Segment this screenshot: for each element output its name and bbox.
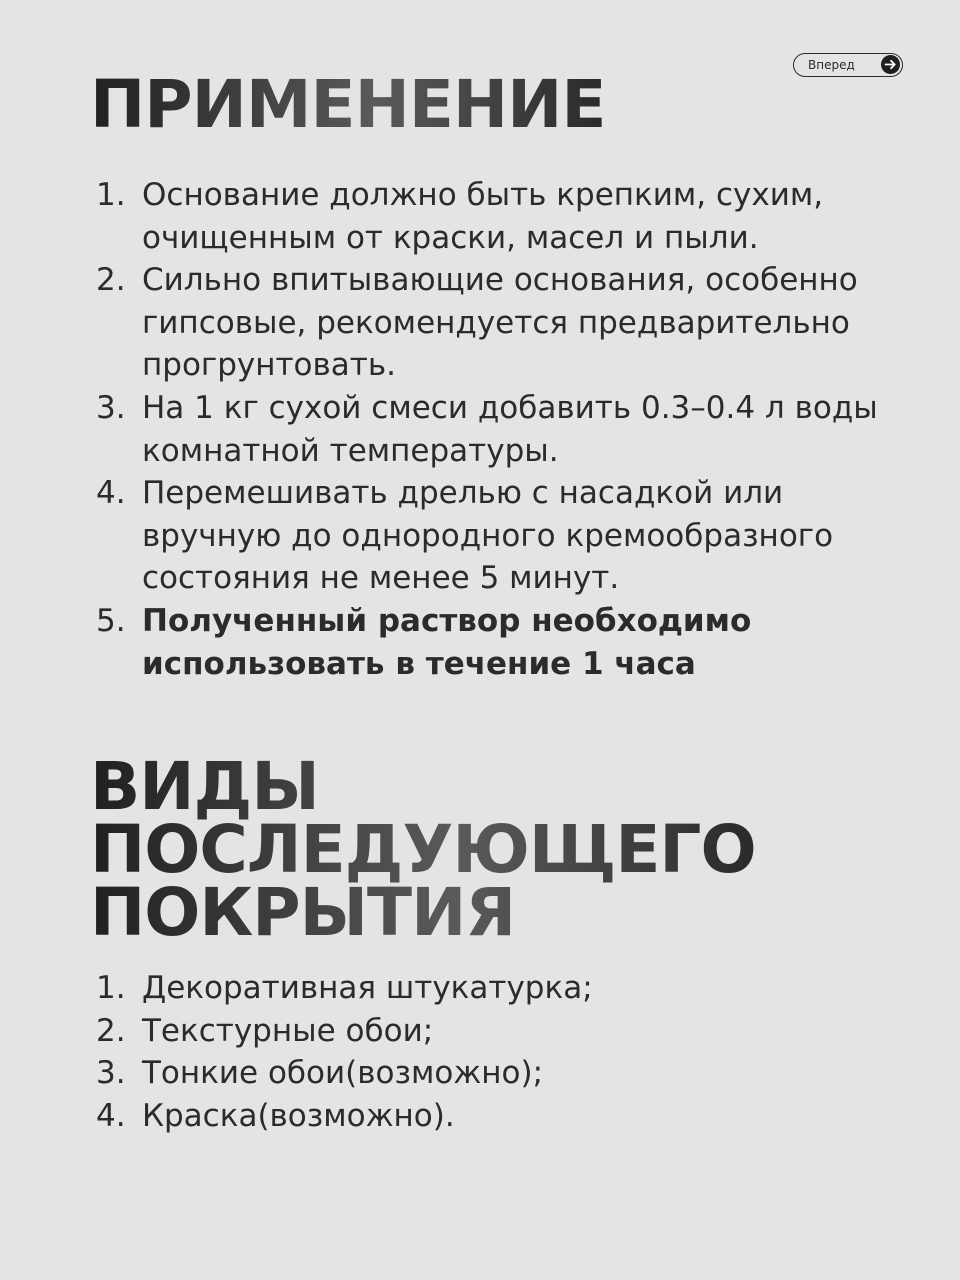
list-item-number: 2. — [96, 1012, 126, 1049]
list-item — [96, 1010, 896, 1053]
list-item-text: Декоративная штукатурка; — [142, 970, 593, 1006]
list-item-number: 2. — [96, 262, 126, 299]
forward-button-label: Вперед — [808, 58, 855, 72]
list-item-number: 4. — [96, 475, 126, 512]
section-title-line: ПОСЛЕДУЮЩЕГО — [90, 811, 756, 888]
list-item-number: 3. — [96, 389, 126, 426]
list-item-important — [96, 600, 926, 685]
list-item — [96, 259, 926, 387]
list-item-number: 1. — [96, 177, 126, 213]
list-item-text: Сильно впитывающие основания, особенно гипсовые, рекомендуется предварительно прогрунтовать. — [142, 262, 858, 384]
list-item-text: Тонкие обои(возможно); — [142, 1055, 544, 1092]
list-item-text: Текстурные обои; — [142, 1012, 434, 1049]
list-item — [96, 472, 926, 600]
section-title-line: ВИДЫ — [90, 748, 319, 825]
list-item-text: Перемешивать дрелью с насадкой или вручную до однородного кремообразного состояния не менее 5 минут. — [142, 475, 834, 597]
application-steps-list — [96, 174, 926, 685]
list-item — [96, 387, 926, 472]
list-item-text: На 1 кг сухой смеси добавить 0.3–0.4 л воды комнатной температуры. — [142, 389, 878, 469]
forward-button[interactable] — [793, 53, 903, 77]
list-item-number: 5. — [96, 602, 126, 639]
list-item — [96, 174, 926, 259]
list-item-number: 3. — [96, 1055, 126, 1092]
list-item-number: 1. — [96, 970, 126, 1006]
list-item-text: Краска(возможно). — [142, 1097, 455, 1134]
section-title-coating-types — [90, 748, 756, 951]
section-title-line: ПОКРЫТИЯ — [90, 874, 516, 951]
list-item — [96, 1095, 896, 1138]
list-item-text: Полученный раствор необходимо использовать в течение 1 часа — [142, 602, 752, 682]
coating-types-list — [96, 967, 896, 1137]
list-item — [96, 1052, 896, 1095]
list-item — [96, 967, 896, 1010]
arrow-right-icon — [881, 55, 900, 74]
list-item-number: 4. — [96, 1097, 126, 1134]
list-item-text: Основание должно быть крепким, сухим, очищенным от краски, масел и пыли. — [142, 177, 824, 256]
section-title-application: ПРИМЕНЕНИЕ — [90, 66, 606, 143]
